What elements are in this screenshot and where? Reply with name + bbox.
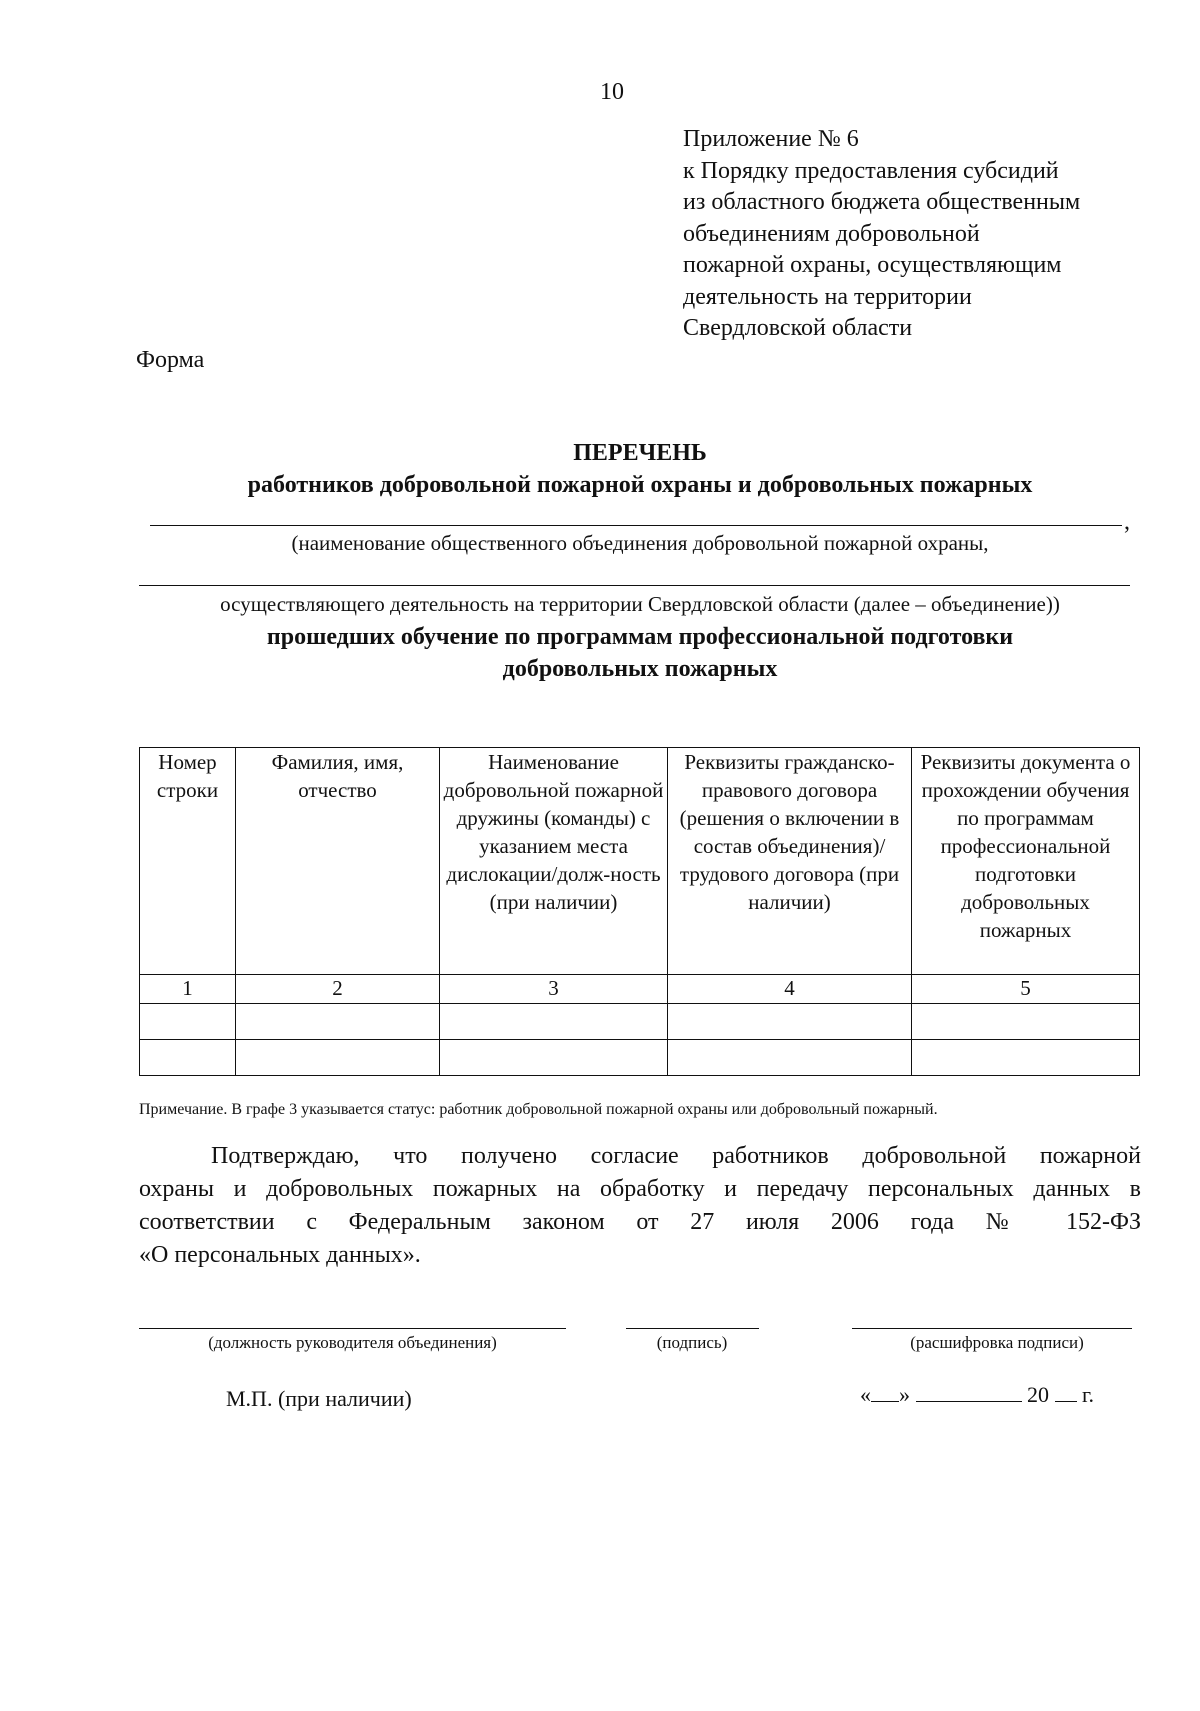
organization-name-line-2[interactable]	[139, 585, 1130, 586]
column-number: 1	[140, 975, 236, 1004]
appendix-line: из областного бюджета общественным	[683, 189, 1081, 215]
page-number: 10	[600, 79, 624, 105]
signature-line[interactable]	[626, 1328, 759, 1329]
appendix-header	[683, 124, 1153, 345]
confirmation-line: охраны и добровольных пожарных на обработку и передачу персональных данных в	[139, 1176, 1141, 1202]
date-close-quote: »	[899, 1382, 910, 1407]
table-cell[interactable]	[236, 1004, 440, 1040]
column-header-contract-details: Реквизиты гражданско-правового договора (решения о включении в состав объединения)/ трудового договора (при наличии)	[668, 748, 912, 975]
organization-name-caption: (наименование общественного объединения добровольной пожарной охраны,	[291, 531, 989, 555]
table-row	[140, 1040, 1140, 1076]
signature-decode-line[interactable]	[852, 1328, 1132, 1329]
consent-confirmation	[139, 1140, 1141, 1272]
position-label: (должность руководителя объединения)	[208, 1333, 497, 1352]
organization-name-line[interactable]	[150, 525, 1122, 526]
column-number: 2	[236, 975, 440, 1004]
appendix-line: деятельность на территории	[683, 283, 972, 310]
date-month-blank[interactable]	[916, 1381, 1022, 1402]
column-header-full-name: Фамилия, имя, отчество	[236, 748, 440, 975]
column-header-row-number: Номер строки	[140, 748, 236, 975]
position-signature-line[interactable]	[139, 1328, 566, 1329]
table-cell[interactable]	[236, 1040, 440, 1076]
confirmation-line: соответствии с Федеральным законом от 27 июля 2006 года № 152-ФЗ	[139, 1209, 1141, 1235]
appendix-line: Приложение № 6	[683, 126, 859, 152]
appendix-line: Свердловской области	[683, 315, 913, 341]
date-year-suffix: г.	[1082, 1382, 1095, 1407]
signature-decode-label: (расшифровка подписи)	[910, 1333, 1084, 1352]
column-number: 4	[668, 975, 912, 1004]
document-title-continuation-2: добровольных пожарных	[502, 656, 778, 682]
appendix-line: к Порядку предоставления субсидий	[683, 157, 1059, 184]
confirmation-line: Подтверждаю, что получено согласие работников добровольной пожарной	[211, 1143, 1141, 1169]
appendix-line: объединениям добровольной	[683, 220, 980, 247]
date-day-blank[interactable]	[871, 1381, 899, 1402]
table-cell[interactable]	[440, 1004, 668, 1040]
table-cell[interactable]	[440, 1040, 668, 1076]
column-numbers-row	[140, 975, 1140, 1004]
column-number: 3	[440, 975, 668, 1004]
personnel-table	[139, 747, 1140, 1076]
column-header-training-document: Реквизиты документа о прохождении обучения по программам профессиональной подготовки добровольных пожарных	[912, 748, 1140, 975]
table-cell[interactable]	[912, 1040, 1140, 1076]
date-open-quote: «	[860, 1382, 871, 1407]
document-title-continuation: прошедших обучение по программам профессиональной подготовки	[266, 624, 1014, 650]
column-number: 5	[912, 975, 1140, 1004]
organization-activity-caption: осуществляющего деятельность на территории Свердловской области (далее – объединение))	[220, 592, 1060, 616]
stamp-label: М.П. (при наличии)	[226, 1386, 412, 1411]
table-cell[interactable]	[140, 1004, 236, 1040]
date-year-blank[interactable]	[1055, 1381, 1077, 1402]
date-field	[860, 1381, 1094, 1409]
confirmation-line: «О персональных данных».	[139, 1242, 421, 1268]
table-cell[interactable]	[668, 1040, 912, 1076]
document-subtitle: работников добровольной пожарной охраны и добровольных пожарных	[247, 472, 1033, 498]
form-label: Форма	[136, 347, 205, 373]
signature-label: (подпись)	[656, 1333, 728, 1352]
table-note: Примечание. В графе 3 указывается статус: работник добровольной пожарной охраны или добровольный пожарный.	[139, 1101, 938, 1118]
table-cell[interactable]	[668, 1004, 912, 1040]
column-header-team-name: Наименование добровольной пожарной дружины (команды) с указанием места дислокации/долж-ность (при наличии)	[440, 748, 668, 975]
line-comma: ,	[1124, 509, 1130, 535]
appendix-line: пожарной охраны, осуществляющим	[683, 252, 1062, 278]
table-header-row	[140, 748, 1140, 975]
table-row	[140, 1004, 1140, 1040]
date-year-prefix: 20	[1027, 1382, 1049, 1407]
document-title: ПЕРЕЧЕНЬ	[573, 440, 707, 466]
table-cell[interactable]	[912, 1004, 1140, 1040]
table-cell[interactable]	[140, 1040, 236, 1076]
